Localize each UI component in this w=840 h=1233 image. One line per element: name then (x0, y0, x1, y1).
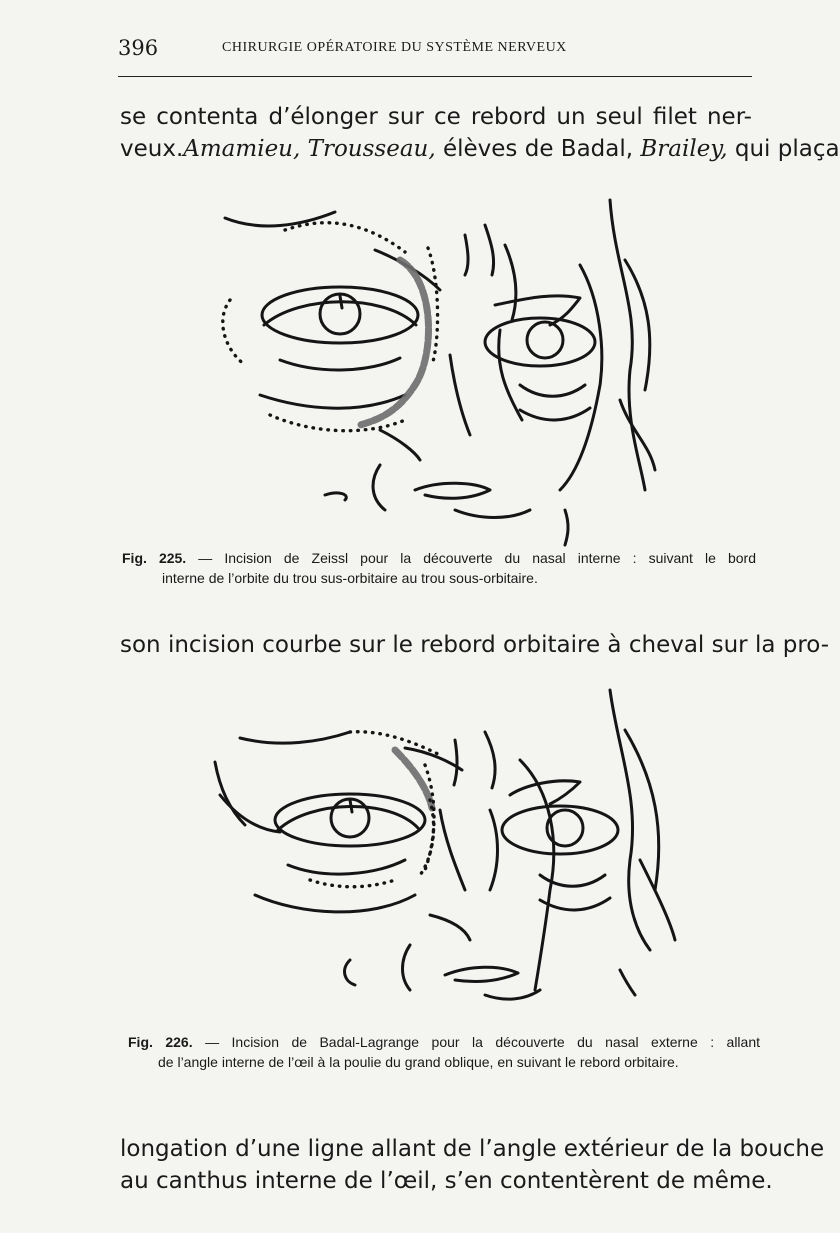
figure-225-illustration (200, 190, 670, 545)
page-header (118, 34, 752, 64)
caption-text: — Incision de Badal-Lagrange pour la découverte du nasal externe : allant (205, 1034, 761, 1050)
body-text-line: longation d’une ligne allant de l’angle extérieur de la bouche (120, 1136, 825, 1162)
caption-continuation: de l’angle interne de l’œil à la poulie du grand oblique, en suivant le rebord orbitaire. (158, 1054, 679, 1070)
face-eyes-incision-icon (215, 690, 675, 999)
face-eyes-incision-icon (223, 200, 655, 545)
text-fragment: qui plaça (727, 136, 840, 162)
body-text-line (120, 134, 840, 164)
caption-continuation: interne de l’orbite du trou sus-orbitaire au trou sous-orbitaire. (162, 570, 538, 586)
caption-first-line (128, 1032, 760, 1052)
running-title: CHIRURGIE OPÉRATOIRE DU SYSTÈME NERVEUX (222, 40, 567, 55)
figure-label: Fig. 225. (122, 550, 187, 566)
caption-text: — Incision de Zeissl pour la découverte du nasal interne : suivant le bord (198, 550, 756, 566)
italic-names: Amamieu, Trousseau, (183, 136, 436, 162)
body-text-line: son incision courbe sur le rebord orbitaire à cheval sur la pro- (120, 632, 830, 658)
header-rule (118, 76, 752, 77)
italic-name: Brailey, (640, 136, 728, 162)
text-fragment: veux. (120, 136, 184, 162)
figure-225-caption (122, 548, 756, 588)
figure-226-caption (128, 1032, 760, 1072)
figure-label: Fig. 226. (128, 1034, 193, 1050)
body-text-line: se contenta d’élonger sur ce rebord un seul filet ner- (120, 104, 752, 130)
figure-226-illustration (200, 690, 680, 1010)
body-text-line: au canthus interne de l’œil, s’en contentèrent de même. (120, 1168, 773, 1194)
text-fragment: élèves de Badal, (435, 136, 641, 162)
page-number: 396 (118, 36, 159, 60)
caption-first-line (122, 548, 756, 568)
